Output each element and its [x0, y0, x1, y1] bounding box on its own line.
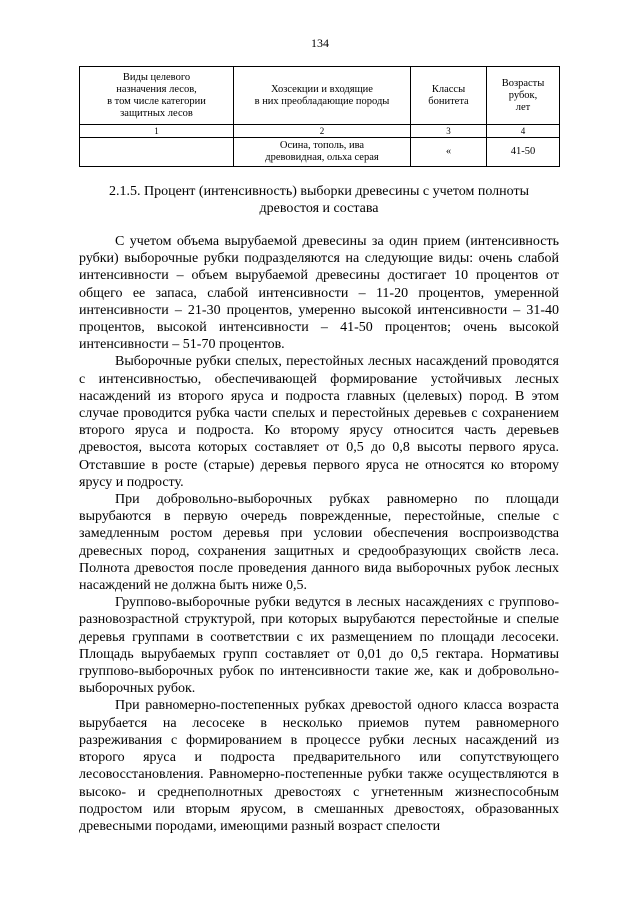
column-number: 1 [80, 125, 234, 138]
paragraph: Группово-выборочные рубки ведутся в лесных насаждениях с группово-разновозрастной структурой, при которых вырубаются перестойные и спелые деревья группами в соответствии с их размещением по площади лесосеки. Площадь вырубаемых групп составляет от 0,01 до 0,5 гектара. Нормативы группово-выборочных рубок по интенсивности такие же, как и добровольно-выборочных рубок. [79, 595, 559, 697]
header-forest-purpose: Виды целевого назначения лесов, в том числе категории защитных лесов [80, 67, 234, 125]
header-logging-ages: Возрасты рубок, лет [487, 67, 560, 125]
table-header-row [80, 67, 560, 125]
paragraph: При добровольно-выборочных рубках равномерно по площади вырубаются в первую очередь поврежденные, перестойные, спелые с замедленным ростом деревья при условии обеспечения воспроизводства древесных пород, сохранения защитных и средообразующих свойств леса. Полнота древостоя после проведения данного вида выборочных рубок лесных насаждений не должна быть ниже 0,5. [79, 492, 559, 594]
column-number: 2 [234, 125, 411, 138]
column-number: 3 [411, 125, 487, 138]
cell-bonitet: « [411, 138, 487, 167]
header-sections-species: Хозсекции и входящие в них преобладающие породы [234, 67, 411, 125]
table-column-numbers-row [80, 125, 560, 138]
body-text [79, 233, 559, 835]
cell-logging-age: 41-50 [487, 138, 560, 167]
header-bonitet-classes: Классы бонитета [411, 67, 487, 125]
cell-species: Осина, тополь, ива древовидная, ольха серая [234, 138, 411, 167]
paragraph: Выборочные рубки спелых, перестойных лесных насаждений проводятся с интенсивностью, обеспечивающей формирование устойчивых лесных насаждений из второго яруса и подроста главных (целевых) пород. В этом случае проводится рубка части спелых и перестойных деревьев с сохранением второго яруса и подроста. Ко второму ярусу относится часть деревьев древостоя, высота которых составляет от 0,5 до 0,8 высоты первого яруса. Отставшие в росте (старые) деревья первого яруса не относятся ко второму ярусу и подросту. [79, 354, 559, 490]
column-number: 4 [487, 125, 560, 138]
paragraph: С учетом объема вырубаемой древесины за один прием (интенсивность рубки) выборочные рубки подразделяются на следующие виды: очень слабой интенсивности – объем вырубаемой древесины достигает 10 процентов от общего ее запаса, слабой интенсивности – 11-20 процентов, умеренной интенсивности – 21-30 процентов, умеренно высокой интенсивности – 31-40 процентов, высокой интенсивности – 41-50 процентов; очень высокой интенсивности – 51-70 процентов. [79, 234, 559, 353]
paragraph: При равномерно-постепенных рубках древостой одного класса возраста вырубается на лесосеке в несколько приемов путем равномерного разреживания с формированием в процессе рубки лесных насаждений из второго яруса и подроста предварительного или сопутствующего лесовосстановления. Равномерно-постепенные рубки также осуществляются в высоко- и среднеполнотных древостоях с угнетенным жизнеспособным подростом или вторым ярусом, в смешанных древостоях, образованных древесными породами, имеющими разный возраст спелости [79, 698, 559, 834]
cell-forest-purpose [80, 138, 234, 167]
section-heading: 2.1.5. Процент (интенсивность) выборки древесины с учетом полноты древостоя и состава [108, 184, 530, 216]
page-number: 134 [311, 36, 329, 50]
table-row [80, 138, 560, 167]
logging-age-table [79, 66, 560, 167]
